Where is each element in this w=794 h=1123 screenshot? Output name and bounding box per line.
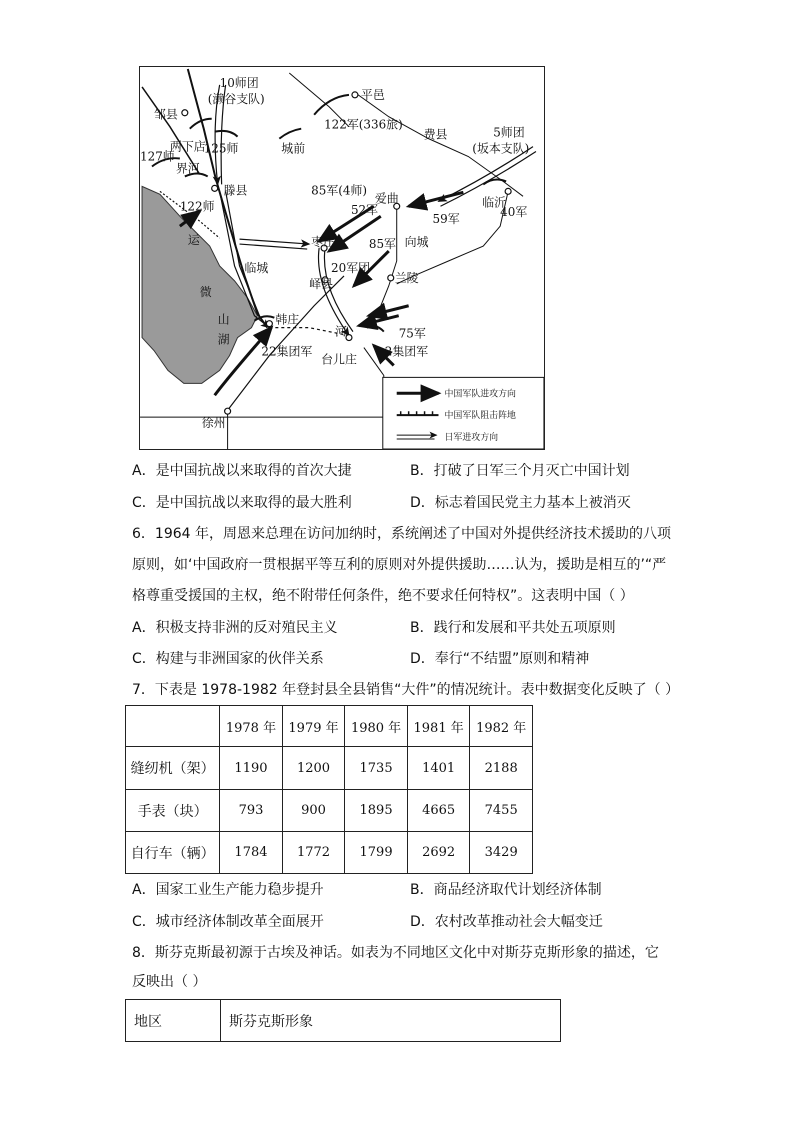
label-shan: 山	[217, 312, 230, 327]
battle-map-svg	[140, 67, 544, 449]
q8-stem-line1: 8．斯芬克斯最初源于古埃及神话。如表为不同地区文化中对斯芬克斯形象的描述，它	[132, 945, 659, 961]
table-row-label: 缝纫机（架）	[126, 747, 220, 790]
table-cell: 1401	[407, 747, 470, 790]
label-tengxian: 滕县	[223, 183, 248, 198]
label-zaozhuang: 枣庄	[311, 235, 336, 250]
label-xiangcheng: 向城	[404, 235, 429, 250]
label-pingyi: 平邑	[360, 87, 385, 102]
label-div10: 10师团	[219, 75, 259, 90]
q6-option-b: B．践行和发展和平共处五项原则	[410, 620, 616, 636]
table-cell: 900	[282, 790, 345, 832]
q7-stem: 7．下表是 1978-1982 年登封县全县销售“大件”的情况统计。表中数据变化反映了（ ）	[132, 682, 680, 698]
label-army40: 40军	[500, 205, 528, 220]
table-cell: 1200	[282, 747, 345, 790]
q7-option-b: B．商品经济取代计划经济体制	[410, 882, 602, 898]
q6-option-c: C．构建与非洲国家的伙伴关系	[132, 651, 324, 667]
table-cell: 1895	[345, 790, 408, 832]
table-cell: 793	[220, 790, 283, 832]
q6-stem-line3: 格尊重受援国的主权，绝不附带任何条件，绝不要求任何特权”。这表明中国（ ）	[132, 588, 634, 604]
label-group2: 2集团军	[384, 344, 429, 359]
legend-attack-label: 中国军队进攻方向	[444, 389, 516, 400]
q7-option-d: D．农村改革推动社会大幅变迁	[410, 914, 603, 930]
q6-stem-line2: 原则，如‘中国政府一贯根据平等互利的原则对外提供援助……认为，援助是相互的’“严	[132, 557, 667, 573]
q5-option-d: D．标志着国民党主力基本上被消灭	[410, 495, 631, 511]
table-header-row	[126, 706, 533, 747]
label-chengqian: 城前	[281, 141, 306, 156]
label-div5: 5师团	[493, 125, 525, 140]
label-yiqu: 爱曲	[374, 191, 399, 206]
table-cell: 2188	[470, 747, 533, 790]
label-taierzhuang: 台儿庄	[321, 352, 357, 367]
table-corner-cell	[126, 706, 220, 747]
q7-option-a: A．国家工业生产能力稳步提升	[132, 882, 324, 898]
q8-sphinx-table	[125, 999, 561, 1042]
q8-stem-line2: 反映出（ ）	[132, 974, 207, 990]
label-div125: 125师	[203, 141, 239, 156]
q5-option-a: A．是中国抗战以来取得的首次大捷	[132, 463, 352, 479]
table-year-header: 1980 年	[345, 706, 408, 747]
table-cell: 4665	[407, 790, 470, 832]
label-div127: 127师	[140, 149, 175, 164]
label-army52: 52军	[350, 203, 379, 218]
label-army122-336: 122军(336旅)	[324, 117, 403, 132]
q6-stem-line1: 6．1964 年，周恩来总理在访问加纳时，系统阐述了中国对外提供经济技术援助的八项	[132, 526, 671, 542]
q5-option-c: C．是中国抗战以来取得的最大胜利	[132, 495, 352, 511]
label-jiehe: 界河	[175, 161, 200, 176]
q7-option-c: C．城市经济体制改革全面展开	[132, 914, 324, 930]
table-header-sphinx: 斯芬克斯形象	[221, 1000, 561, 1042]
table-row	[126, 832, 533, 874]
label-zoucheng: 邹县	[153, 107, 178, 122]
label-xuzhou: 徐州	[201, 416, 226, 431]
legend-japan-label: 日军进攻方向	[444, 433, 499, 444]
table-cell: 2692	[407, 832, 470, 874]
q5-option-b: B．打破了日军三个月灭亡中国计划	[410, 463, 630, 479]
table-year-header: 1981 年	[407, 706, 470, 747]
table-header-row	[126, 1000, 561, 1042]
table-row-label: 自行车（辆）	[126, 832, 220, 874]
label-div5-sub: (坂本支队)	[472, 141, 530, 156]
label-hu: 湖	[217, 332, 230, 347]
q6-option-d: D．奉行“不结盟”原则和精神	[410, 651, 590, 667]
label-army20: 20军团	[331, 260, 371, 275]
label-lincheng: 临城	[244, 260, 269, 275]
label-army85-4: 85军(4师)	[311, 183, 368, 198]
label-group22: 22集团军	[261, 344, 313, 359]
label-div10-sub: (濑谷支队)	[207, 91, 265, 106]
label-wei: 微	[199, 284, 212, 299]
table-row	[126, 747, 533, 790]
table-cell: 7455	[470, 790, 533, 832]
table-row	[126, 790, 533, 832]
label-lanling: 兰陵	[394, 270, 419, 285]
label-army85: 85军	[368, 237, 396, 252]
battle-map	[139, 66, 545, 450]
table-year-header: 1978 年	[220, 706, 283, 747]
table-year-header: 1979 年	[282, 706, 345, 747]
table-header-region: 地区	[126, 1000, 221, 1042]
label-hanzhuang: 韩庄	[275, 312, 300, 327]
q7-sales-table	[125, 705, 533, 874]
label-linyi: 临沂	[482, 195, 507, 210]
label-liangxiadian: 两下店	[169, 139, 206, 154]
legend-block-label: 中国军队阻击阵地	[444, 411, 516, 422]
label-feixian: 费县	[423, 127, 448, 142]
label-yixian: 峄县	[309, 276, 334, 291]
q6-option-a: A．积极支持非洲的反对殖民主义	[132, 620, 338, 636]
label-army59: 59军	[432, 212, 460, 227]
table-cell: 1784	[220, 832, 283, 874]
label-yun: 运	[187, 233, 200, 248]
label-div122: 122师	[179, 199, 215, 214]
table-row-label: 手表（块）	[126, 790, 220, 832]
table-cell: 1799	[345, 832, 408, 874]
table-cell: 1190	[220, 747, 283, 790]
table-cell: 3429	[470, 832, 533, 874]
label-he: 河	[335, 324, 347, 339]
table-cell: 1772	[282, 832, 345, 874]
label-army75: 75军	[398, 326, 426, 341]
map-legend	[383, 377, 544, 449]
table-cell: 1735	[345, 747, 408, 790]
table-year-header: 1982 年	[470, 706, 533, 747]
